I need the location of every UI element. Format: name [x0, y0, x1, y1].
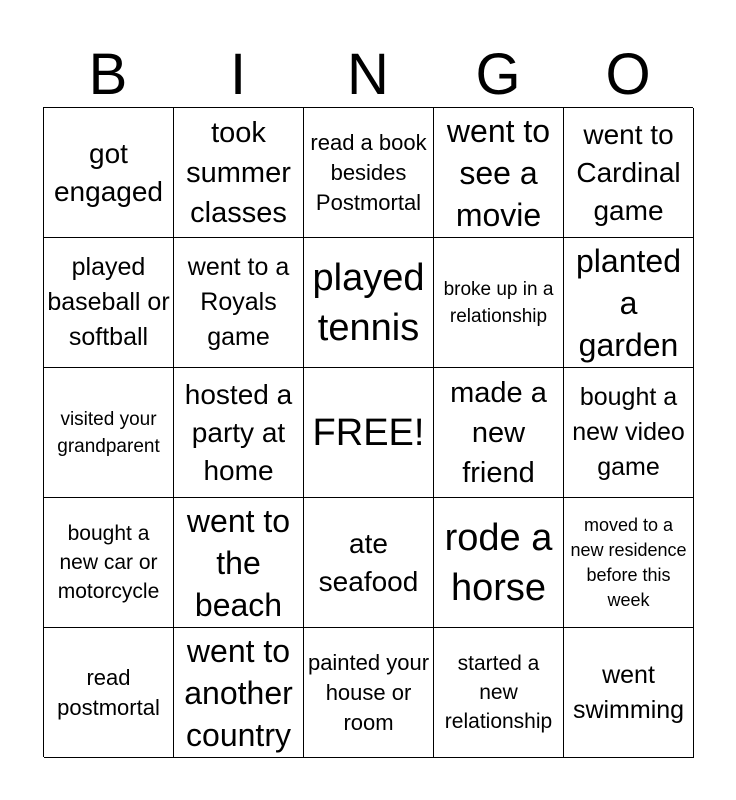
- bingo-cell-r5-c3[interactable]: [304, 628, 434, 758]
- cell-text: bought a new car or motorcycle: [57, 522, 160, 603]
- cell-text: broke up in a relationship: [443, 278, 554, 327]
- free-space-text: FREE!: [312, 411, 425, 454]
- header-letter-g: G: [475, 42, 521, 107]
- bingo-cell-r1-c5[interactable]: [564, 108, 694, 238]
- bingo-header: [43, 42, 693, 108]
- bingo-cell-r5-c2[interactable]: [174, 628, 304, 758]
- cell-text: read postmortal: [57, 664, 160, 720]
- cell-text: rode a horse: [444, 516, 553, 609]
- cell-text: planted a garden: [576, 242, 681, 363]
- cell-text: painted your house or room: [307, 649, 430, 735]
- cell-text: made a new friend: [450, 376, 547, 489]
- cell-text: bought a new video game: [572, 383, 685, 481]
- bingo-cell-r5-c5[interactable]: [564, 628, 694, 758]
- bingo-cell-r1-c3[interactable]: [304, 108, 434, 238]
- cell-text: read a book besides Postmortal: [310, 129, 427, 215]
- bingo-cell-r5-c1[interactable]: [44, 628, 174, 758]
- bingo-cell-r2-c1[interactable]: [44, 238, 174, 368]
- cell-text: played tennis: [312, 256, 425, 349]
- cell-text: started a new relationship: [444, 652, 553, 733]
- bingo-cell-r2-c4[interactable]: [434, 238, 564, 368]
- cell-text: went to the beach: [186, 502, 291, 623]
- header-letter-o: O: [605, 42, 651, 107]
- bingo-cell-r3-c5[interactable]: [564, 368, 694, 498]
- cell-text: ate seafood: [318, 527, 419, 597]
- cell-text: hosted a party at home: [184, 378, 293, 486]
- cell-text: went to a Royals game: [187, 253, 290, 351]
- bingo-cell-r3-c2[interactable]: [174, 368, 304, 498]
- cell-text: went to Cardinal game: [576, 118, 681, 226]
- bingo-cell-r4-c2[interactable]: [174, 498, 304, 628]
- bingo-cell-r3-c4[interactable]: [434, 368, 564, 498]
- cell-text: moved to a new residence before this week: [570, 514, 687, 610]
- bingo-cell-r2-c2[interactable]: [174, 238, 304, 368]
- cell-text: went to another country: [184, 632, 293, 753]
- cell-text: played baseball or softball: [47, 253, 170, 351]
- bingo-cell-r3-c3[interactable]: [304, 368, 434, 498]
- cell-text: visited your grandparent: [57, 408, 160, 457]
- header-letter-i: I: [229, 42, 247, 107]
- cell-text: got engaged: [53, 137, 163, 207]
- bingo-cell-r4-c1[interactable]: [44, 498, 174, 628]
- cell-text: went to see a movie: [446, 112, 551, 233]
- bingo-cell-r5-c4[interactable]: [434, 628, 564, 758]
- bingo-cell-r4-c5[interactable]: [564, 498, 694, 628]
- cell-text: went swimming: [572, 660, 685, 724]
- bingo-cell-r4-c3[interactable]: [304, 498, 434, 628]
- bingo-cell-r4-c4[interactable]: [434, 498, 564, 628]
- bingo-board: [43, 107, 693, 757]
- bingo-cell-r1-c2[interactable]: [174, 108, 304, 238]
- bingo-cell-r1-c1[interactable]: [44, 108, 174, 238]
- bingo-cell-r3-c1[interactable]: [44, 368, 174, 498]
- bingo-cell-r2-c5[interactable]: [564, 238, 694, 368]
- header-letter-b: B: [88, 42, 128, 107]
- bingo-cell-r2-c3[interactable]: [304, 238, 434, 368]
- bingo-cell-r1-c4[interactable]: [434, 108, 564, 238]
- header-letter-n: N: [347, 42, 389, 107]
- cell-text: took summer classes: [186, 116, 291, 229]
